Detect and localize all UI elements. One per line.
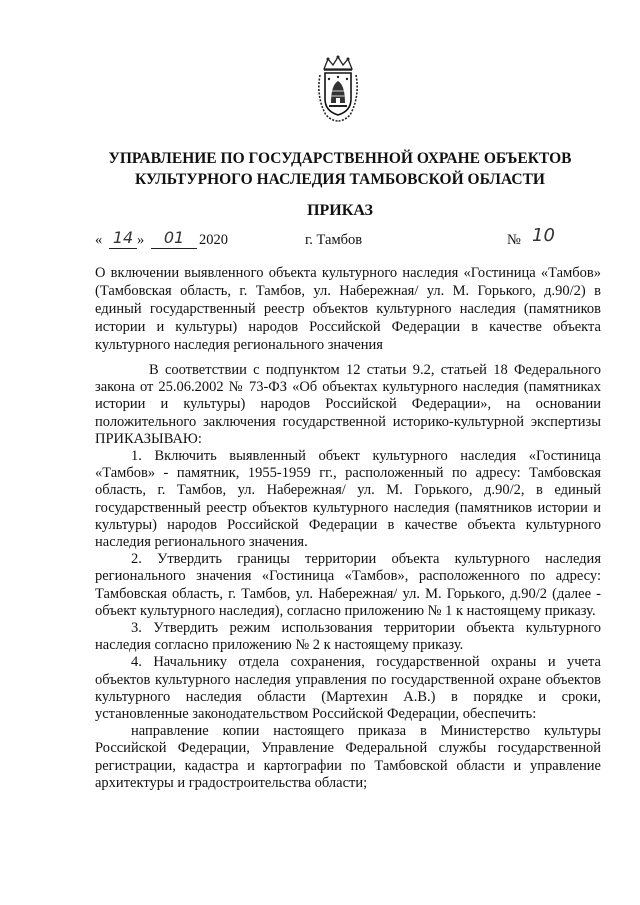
- agency-title: [60, 148, 620, 190]
- preamble-paragraph: В соответствии с подпунктом 12 статьи 9.2, статьей 18 Федерального закона от 25.06.2002 № 73-ФЗ «Об объектах культурного наследия (памятниках истории и культуры) народов Российской Федерации», на основании положительного заключения государственной историко-культурной экспертизы ПРИКАЗЫВАЮ:: [95, 362, 601, 447]
- date-day-handwritten: 14: [109, 228, 137, 249]
- clause-3-paragraph: 3. Утвердить режим использования территории объекта культурного наследия согласно приложению № 2 к настоящему приказу.: [95, 620, 601, 654]
- clause-2-paragraph: 2. Утвердить границы территории объекта культурного наследия регионального значения «Гостиница «Тамбов», расположенного по адресу: Тамбовская область, г. Тамбов, ул. Набережная/ ул. М. Горького, д.90/2 (далее - объект культурного наследия), согласно приложению № 1 к настоящему приказу.: [95, 551, 601, 619]
- clause-4-paragraph: 4. Начальнику отдела сохранения, государственной охраны и учета объектов культурного наследия управления по государственной охране объектов культурного наследия области (Мартехин А.В.) в порядке и сроки, установленные законодательством Российской Федерации, обеспечить:: [95, 654, 601, 723]
- agency-title-line2: КУЛЬТУРНОГО НАСЛЕДИЯ ТАМБОВСКОЙ ОБЛАСТИ: [135, 171, 545, 188]
- date-quote-open: «: [95, 232, 103, 248]
- order-subject: О включении выявленного объекта культурного наследия «Гостиница «Тамбов» (Тамбовская область, г. Тамбов, ул. Набережная/ ул. М. Горького, д.90/2) в единый государственный реестр объектов культурного наследия (памятников истории и культуры) народов Российской Федерации в качестве объекта культурного наследия регионального значения: [95, 265, 601, 353]
- date-number-line: [95, 225, 615, 254]
- order-number-handwritten: 10: [532, 225, 555, 246]
- clause-1-paragraph: 1. Включить выявленный объект культурного наследия «Гостиница «Тамбов» - памятник, 1955-1959 гг., расположенный по адресу: Тамбовская область, г. Тамбов, ул. Набережная/ ул. М. Горького, д.90/2, в единый государственный реестр объектов культурного наследия (памятников истории и культуры) народов Российской Федерации в качестве объекта культурного наследия регионального значения.: [95, 448, 601, 551]
- document-city: г. Тамбов: [305, 232, 363, 248]
- number-sign: №: [507, 232, 521, 248]
- coat-of-arms-emblem: [314, 55, 362, 123]
- order-body: [95, 362, 601, 792]
- date-year: 2020: [199, 232, 228, 248]
- agency-title-line1: УПРАВЛЕНИЕ ПО ГОСУДАРСТВЕННОЙ ОХРАНЕ ОБЪЕКТОВ: [108, 150, 572, 167]
- clause-4-subitem-paragraph: направление копии настоящего приказа в Министерство культуры Российской Федерации, Управление Федеральной службы государственной регистрации, кадастра и картографии по Тамбовской области и управление архитектуры и градостроительства области;: [95, 723, 601, 791]
- date-month-handwritten: 01: [151, 228, 197, 249]
- document-type-heading: ПРИКАЗ: [307, 202, 373, 219]
- date-quote-close: »: [137, 232, 145, 248]
